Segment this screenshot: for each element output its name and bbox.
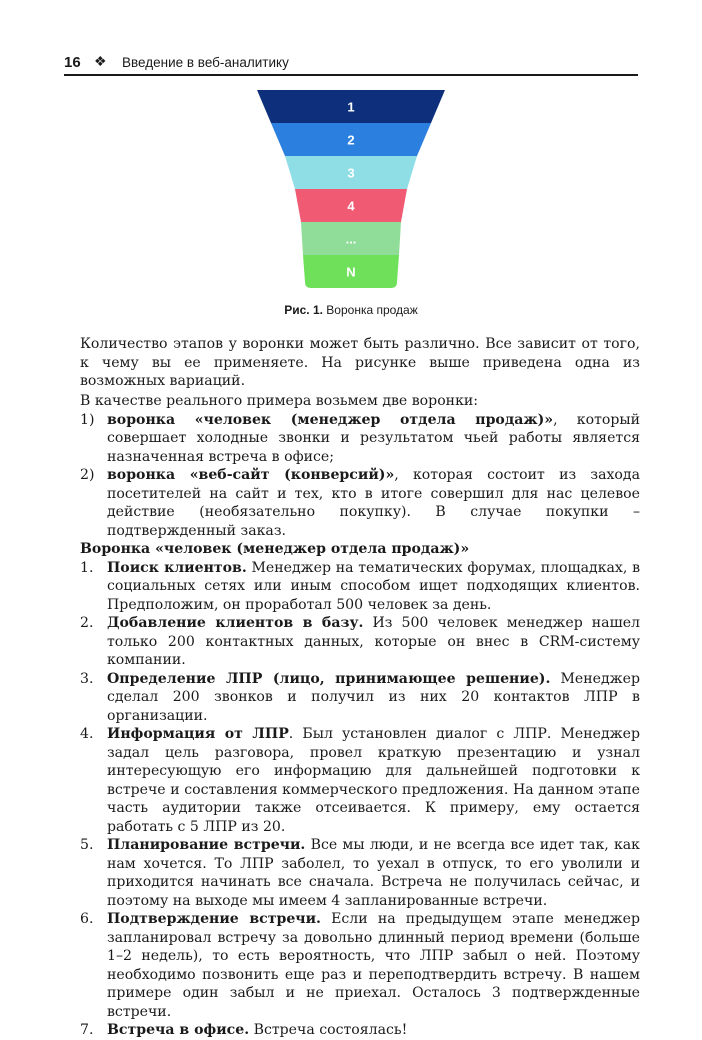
- step-item: [80, 836, 640, 910]
- funnel-stage-label: 1: [347, 99, 355, 115]
- funnel-type-title: воронка «веб-сайт (конверсий)»: [107, 467, 395, 483]
- step-title: Информация от ЛПР: [107, 726, 289, 742]
- sales-funnel-figure: [255, 90, 447, 290]
- step-title: Поиск клиентов.: [107, 559, 247, 576]
- header-rule: [64, 74, 638, 76]
- funnel-stage-label: N: [346, 264, 356, 280]
- example-block: [80, 392, 640, 1040]
- funnel-stage-label: 2: [347, 132, 355, 148]
- step-item: [80, 910, 640, 1021]
- ornament-icon: ❖: [94, 53, 107, 69]
- funnel-stage-label: 3: [347, 165, 355, 181]
- step-number: 3.: [80, 670, 94, 687]
- example-lead: В качестве реального примера возьмем две воронки:: [80, 393, 479, 409]
- step-desc: Встреча состоялась!: [249, 1022, 408, 1038]
- step-number: 7.: [80, 1022, 94, 1038]
- list-number: 2): [80, 467, 95, 483]
- funnel-type-item: [80, 466, 640, 540]
- step-title: Встреча в офисе.: [107, 1022, 250, 1038]
- step-item: [80, 725, 640, 836]
- funnel-type-item: [80, 411, 640, 467]
- figure-caption: [0, 303, 702, 317]
- step-desc: Если на предыдущем этапе менеджер запланировал встречу за довольно длинный период времени (больше 1–2 недель), то есть вероятность, что ЛПР забыл о ней. Поэтому необходимо позвонить еще раз и переподтвердить встречу. В нашем примере один забыл и не приехал. Осталось 3 подтвержденные встречи.: [107, 911, 640, 1020]
- funnel-type-desc: , которая состоит из захода посетителей на сайт и тех, кто в итоге совершил для нас целевое действие (необязательно покупку). В случае покупки – подтвержденный заказ.: [107, 467, 640, 539]
- list-number: 1): [80, 411, 95, 428]
- step-number: 6.: [80, 911, 94, 927]
- running-header: [64, 52, 638, 74]
- intro-paragraph-block: [80, 335, 640, 391]
- step-item: [80, 1021, 640, 1040]
- step-title: Планирование встречи.: [107, 837, 306, 853]
- caption-label: Рис. 1.: [284, 303, 323, 317]
- funnel-type-desc: , который совершает холодные звонки и результатом чьей работы является назначенная встреча в офисе;: [107, 411, 641, 465]
- step-number: 1.: [80, 559, 94, 576]
- funnel-type-title: воронка «человек (менеджер отдела продаж)»: [107, 411, 554, 428]
- step-desc: Менеджер на тематических форумах, площадках, в социальных сетях или иным способом ищет подходящих клиентов. Предположим, он проработал 500 человек за день.: [107, 559, 641, 613]
- step-number: 5.: [80, 837, 94, 853]
- step-number: 4.: [80, 726, 94, 742]
- funnel-stage-label: 4: [347, 198, 355, 214]
- step-title: Добавление клиентов в базу.: [107, 615, 364, 631]
- page-number: 16: [64, 54, 81, 71]
- step-desc: Из 500 человек менеджер нашел только 200 контактных данных, которые он внес в CRM-систему компании.: [107, 615, 640, 668]
- step-number: 2.: [80, 615, 94, 631]
- step-desc: . Был установлен диалог с ЛПР. Менеджер задал цель разговора, провел краткую презентацию и узнал интересующую его информацию для дальнейшей подготовки к встрече и составления коммерческого предложения. На данном этапе часть аудитории также отсеивается. К примеру, ему остается работать с 5 ЛПР из 20.: [107, 726, 640, 835]
- step-title: Подтверждение встречи.: [107, 911, 321, 927]
- intro-paragraph: Количество этапов у воронки может быть различно. Все зависит от того, к чему вы ее применяете. На рисунке выше приведена одна из возможных вариаций.: [80, 336, 640, 389]
- running-title: Введение в веб-аналитику: [122, 55, 289, 70]
- caption-text: Воронка продаж: [322, 303, 418, 317]
- step-title: Определение ЛПР (лицо, принимающее решение).: [107, 670, 551, 687]
- step-desc: Все мы люди, и не всегда все идет так, как нам хочется. То ЛПР заболел, то уехал в отпуск, то его уволили и приходится начинать все сначала. Встреча не получилась сейчас, и поэтому на выходе мы имеем 4 запланированные встречи.: [107, 837, 640, 909]
- step-item: [80, 559, 640, 615]
- step-item: [80, 670, 640, 726]
- funnel-graphic: [255, 90, 447, 290]
- section-heading: Воронка «человек (менеджер отдела продаж)»: [80, 541, 470, 557]
- funnel-stage-label: ...: [345, 231, 357, 247]
- step-item: [80, 614, 640, 670]
- step-desc: Менеджер сделал 200 звонков и получил из них 20 контактов ЛПР в организации.: [107, 670, 640, 724]
